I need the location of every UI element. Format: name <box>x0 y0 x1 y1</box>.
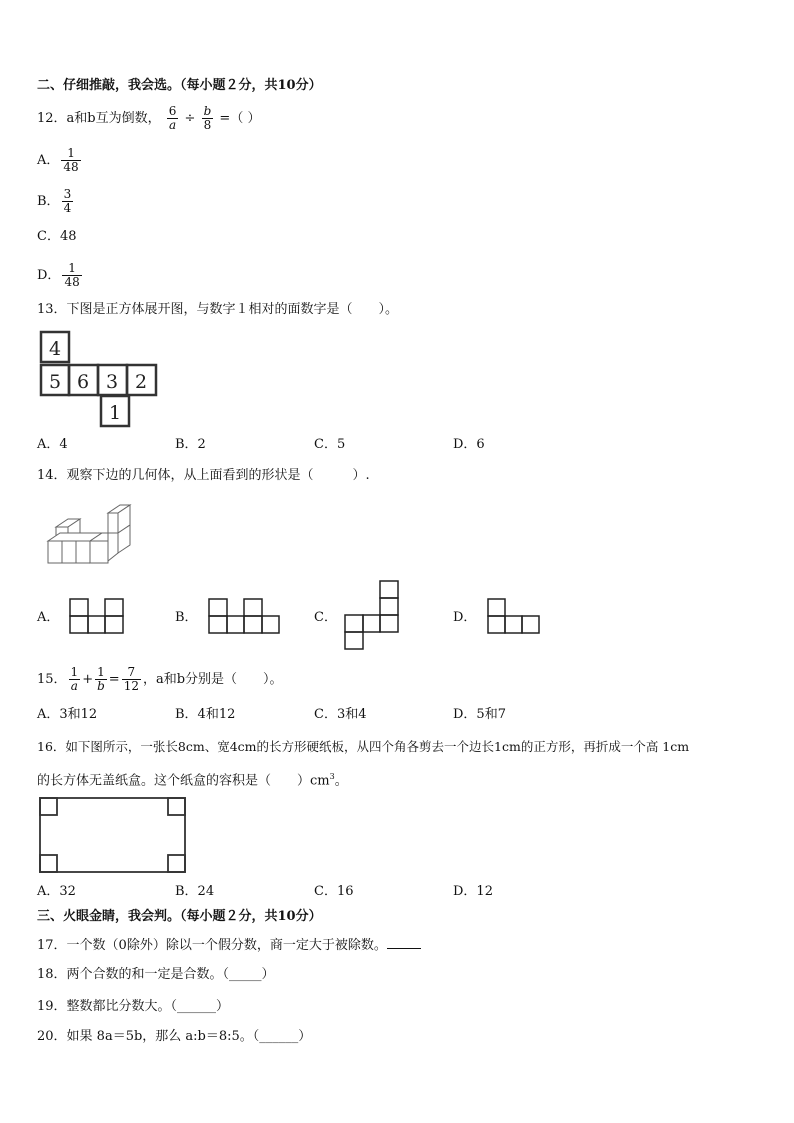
cube-net-figure <box>38 330 163 430</box>
q12-divide: ÷ <box>184 111 196 126</box>
question-17: 17．一个数（0除外）除以一个假分数，商一定大于被除数。 <box>37 936 421 955</box>
cube-face-6: 6 <box>77 371 90 393</box>
question-19: 19．整数都比分数大。（______） <box>37 999 230 1014</box>
q16-option-c[interactable]: C．16 <box>314 884 354 899</box>
q13-option-d[interactable]: D．6 <box>453 437 485 452</box>
q14-option-a[interactable]: A． <box>37 610 60 625</box>
question-18: 18．两个合数的和一定是合数。（_____） <box>37 967 275 982</box>
q12-fraction-2: $\frac{b}{8}$ <box>203 104 212 132</box>
cube-face-3: 3 <box>106 371 119 393</box>
q14-option-a-figure <box>69 598 125 635</box>
q14-option-c[interactable]: C． <box>314 610 337 625</box>
q12-option-b[interactable]: B． $\frac{3}{4}$ <box>37 187 72 215</box>
question-13: 13．下图是正方体展开图，与数字１相对的面数字是（ ）。 <box>37 302 399 317</box>
cube-face-4: 4 <box>49 338 62 360</box>
question-16-line-2: 的长方体无盖纸盒。这个纸盒的容积是（ ）$cm^3$。 <box>37 772 348 789</box>
cube-face-2: 2 <box>135 371 148 393</box>
question-16-line-1: 16．如下图所示，一张长8cm、宽4cm的长方形硬纸板，从四个角各剪去一个边长1cm的正方形，再折成一个高 1cm <box>37 739 690 754</box>
q13-option-b[interactable]: B．2 <box>175 437 206 452</box>
q14-option-d-figure <box>487 598 542 635</box>
q13-option-c[interactable]: C．5 <box>314 437 346 452</box>
q14-option-b[interactable]: B． <box>175 610 198 625</box>
q17-answer-blank[interactable] <box>387 936 421 949</box>
question-20: 20．如果 8a＝5b，那么 a:b＝8:5。（______） <box>37 1029 312 1044</box>
q13-option-a[interactable]: A．4 <box>37 437 68 452</box>
q12-prefix: 12．a和b互为倒数， <box>37 111 161 126</box>
q12-option-d[interactable]: D． $\frac{1}{48}$ <box>37 261 80 289</box>
q15-option-a[interactable]: A．3和12 <box>37 707 98 722</box>
q14-option-d[interactable]: D． <box>453 610 477 625</box>
question-14: 14．观察下边的几何体，从上面看到的形状是（ ）. <box>37 468 370 483</box>
q14-option-b-figure <box>208 598 281 635</box>
q12-fraction-1: $\frac{6}{a}$ <box>168 104 177 132</box>
q15-option-c[interactable]: C．3和4 <box>314 707 367 722</box>
q16-option-b[interactable]: B．24 <box>175 884 215 899</box>
q16-option-a[interactable]: A．32 <box>37 884 76 899</box>
cardboard-figure <box>39 797 187 875</box>
q15-option-b[interactable]: B．4和12 <box>175 707 236 722</box>
q16-option-d[interactable]: D．12 <box>453 884 493 899</box>
section-three-heading: 三、火眼金睛，我会判。（每小题２分，共10分） <box>37 909 322 924</box>
q15-fraction-1: $\frac{1}{a}$ <box>70 665 79 693</box>
section-two-heading: 二、仔细推敲，我会选。（每小题２分，共10分） <box>37 78 322 93</box>
q15-fraction-3: $\frac{7}{12}$ <box>123 665 139 693</box>
q12-option-a[interactable]: A． $\frac{1}{48}$ <box>37 146 79 174</box>
q12-tail: =（ ） <box>219 111 261 126</box>
q14-option-c-figure <box>344 580 400 651</box>
cube-face-5: 5 <box>49 371 62 393</box>
q15-option-d[interactable]: D．5和7 <box>453 707 506 722</box>
cube-face-1: 1 <box>109 402 122 424</box>
q15-fraction-2: $\frac{1}{b}$ <box>97 665 105 693</box>
geometric-solid-figure <box>44 503 139 569</box>
question-12 <box>37 105 260 132</box>
q12-option-c[interactable]: C．48 <box>37 229 77 244</box>
question-15: 15． $\frac{1}{a}$ + $\frac{1}{b}$ = $\frac{7}{12}$ ，a和b分别是（ ）。 <box>37 665 283 693</box>
